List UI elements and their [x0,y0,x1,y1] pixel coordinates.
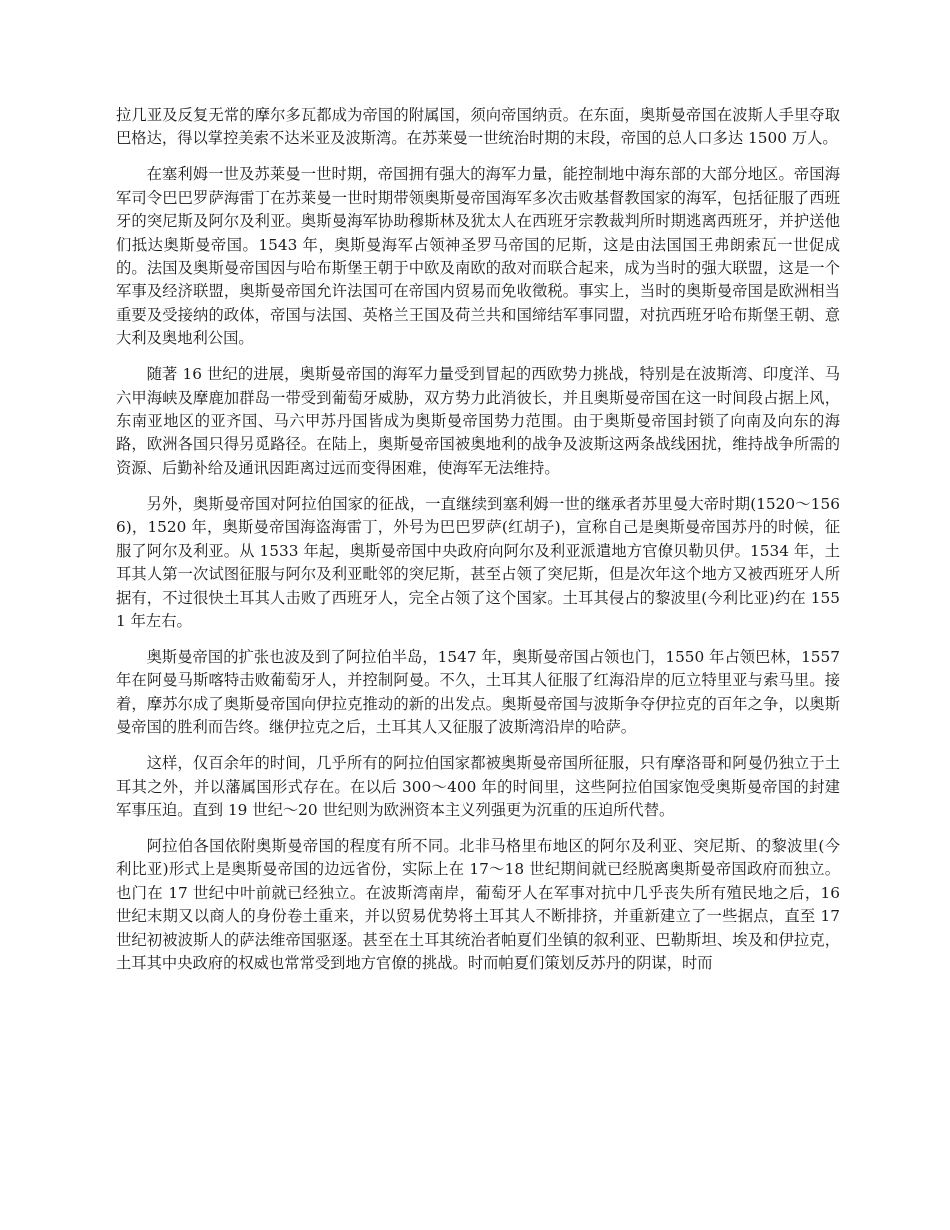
paragraph-5: 奥斯曼帝国的扩张也波及到了阿拉伯半岛，1547 年，奥斯曼帝国占领也门，1550 年占领巴林，1557 年在阿曼马斯喀特击败葡萄牙人，并控制阿曼。不久，土耳其人征服了红海沿岸的厄立特里亚与索马里。接着，摩苏尔成了奥斯曼帝国向伊拉克推动的新的出发点。奥斯曼帝国与波斯争夺伊拉克的百年之争，以奥斯曼帝国的胜利而告终。继伊拉克之后，土耳其人又征服了波斯湾沿岸的哈萨。 [116,647,840,737]
paragraph-4: 另外，奥斯曼帝国对阿拉伯国家的征战，一直继续到塞利姆一世的继承者苏里曼大帝时期(1520～1566)，1520 年，奥斯曼帝国海盗海雷丁，外号为巴巴罗萨(红胡子)，宣称自己是奥斯曼帝国苏丹的时候，征服了阿尔及利亚。从 1533 年起，奥斯曼帝国中央政府向阿尔及利亚派遣地方官僚贝勒贝伊。1534 年，土耳其人第一次试图征服与阿尔及利亚毗邻的突尼斯，甚至占领了突尼斯，但是次年这个地方又被西班牙人所据有，不过很快土耳其人击败了西班牙人，完全占领了这个国家。土耳其侵占的黎波里(今利比亚)约在 1551 年左右。 [116,494,840,630]
paragraph-2: 在塞利姆一世及苏莱曼一世时期，帝国拥有强大的海军力量，能控制地中海东部的大部分地区。帝国海军司令巴巴罗萨海雷丁在苏莱曼一世时期带领奥斯曼帝国海军多次击败基督教国家的海军，包括征服了西班牙的突尼斯及阿尔及利亚。奥斯曼海军协助穆斯林及犹太人在西班牙宗教裁判所时期逃离西班牙，并护送他们抵达奥斯曼帝国。1543 年，奥斯曼海军占领神圣罗马帝国的尼斯，这是由法国国王弗朗索瓦一世促成的。法国及奥斯曼帝国因与哈布斯堡王朝于中欧及南欧的敌对而联合起来，成为当时的强大联盟，这是一个军事及经济联盟，奥斯曼帝国允许法国可在帝国内贸易而免收徵税。事实上，当时的奥斯曼帝国是欧洲相当重要及受接纳的政体，帝国与法国、英格兰王国及荷兰共和国缔结军事同盟，对抗西班牙哈布斯堡王朝、意大利及奥地利公国。 [116,165,840,348]
paragraph-7: 阿拉伯各国依附奥斯曼帝国的程度有所不同。北非马格里布地区的阿尔及利亚、突尼斯、的黎波里(今利比亚)形式上是奥斯曼帝国的边远省份，实际上在 17～18 世纪期间就已经脱离奥斯曼帝国政府而独立。也门在 17 世纪中叶前就已经独立。在波斯湾南岸，葡萄牙人在军事对抗中几乎丧失所有殖民地之后，16 世纪末期又以商人的身份卷土重来，并以贸易优势将土耳其人不断排挤，并重新建立了一些据点，直至 17 世纪初被波斯人的萨法维帝国驱逐。甚至在土耳其统治者帕夏们坐镇的叙利亚、巴勒斯坦、埃及和伊拉克，土耳其中央政府的权威也常常受到地方官僚的挑战。时而帕夏们策划反苏丹的阴谋，时而 [116,836,840,972]
paragraph-1: 拉几亚及反复无常的摩尔多瓦都成为帝国的附属国，须向帝国纳贡。在东面，奥斯曼帝国在波斯人手里夺取巴格达，得以掌控美索不达米亚及波斯湾。在苏莱曼一世统治时期的末段，帝国的总人口多达 1500 万人。 [116,106,840,148]
document-page [116,104,840,988]
paragraph-3: 随著 16 世纪的进展，奥斯曼帝国的海军力量受到冒起的西欧势力挑战，特别是在波斯湾、印度洋、马六甲海峡及摩鹿加群岛一带受到葡萄牙威胁，双方势力此消彼长，并且奥斯曼帝国在这一时间段占据上风，东南亚地区的亚齐国、马六甲苏丹国皆成为奥斯曼帝国势力范围。由于奥斯曼帝国封锁了向南及向东的海路，欧洲各国只得另觅路径。在陆上，奥斯曼帝国被奥地利的战争及波斯这两条战线困扰，维持战争所需的资源、后勤补给及通讯因距离过远而变得困难，使海军无法维持。 [116,365,840,477]
paragraph-6: 这样，仅百余年的时间，几乎所有的阿拉伯国家都被奥斯曼帝国所征服，只有摩洛哥和阿曼仍独立于土耳其之外，并以藩属国形式存在。在以后 300～400 年的时间里，这些阿拉伯国家饱受奥斯曼帝国的封建军事压迫。直到 19 世纪～20 世纪则为欧洲资本主义列强更为沉重的压迫所代替。 [116,754,840,819]
